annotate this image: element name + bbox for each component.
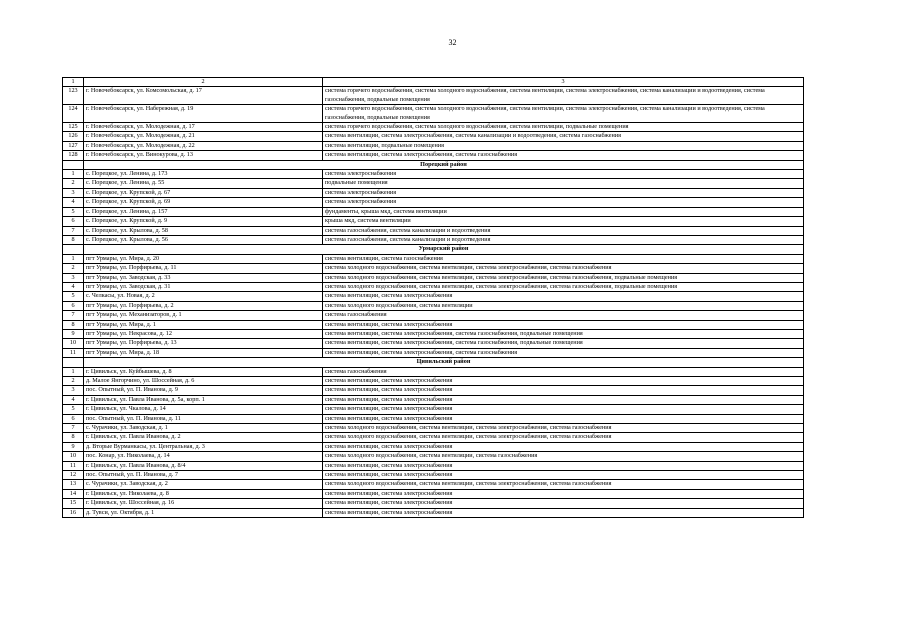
row-number-cell: 128 [63,151,84,160]
table-row [63,282,804,291]
systems-cell: система электроснабжения [323,188,804,197]
table-row [63,395,804,404]
systems-cell: система вентиляции, система электроснабжения [323,499,804,508]
row-number-cell: 11 [63,461,84,470]
systems-cell: система вентиляции, система электроснабжения [323,461,804,470]
address-cell: пгт Урмары, ул. Мира, д. 18 [84,348,323,357]
address-cell: г. Новочебоксарск, ул. Молодежная, д. 22 [84,141,323,150]
section-empty-cell [63,160,84,169]
register-table-body [63,78,804,518]
row-number-cell: 7 [63,424,84,433]
address-cell: пгт Урмары, ул. Порфирьева, д. 2 [84,301,323,310]
address-cell: пгт Урмары, ул. Заводская, д. 31 [84,282,323,291]
row-number-cell: 7 [63,311,84,320]
row-number-cell: 4 [63,395,84,404]
table-row [63,405,804,414]
address-cell: с. Порецкое, ул. Ленина, д. 55 [84,179,323,188]
row-number-cell: 7 [63,226,84,235]
table-row [63,367,804,376]
section-header-row [63,245,804,254]
address-cell: г. Цивильск, ул. Чкалова, д. 14 [84,405,323,414]
table-row [63,226,804,235]
table-row [63,424,804,433]
row-number-cell: 127 [63,141,84,150]
systems-cell: система вентиляции, система электроснабжения [323,442,804,451]
section-empty-cell [63,358,84,367]
table-row [63,329,804,338]
table-row [63,301,804,310]
row-number-cell: 5 [63,292,84,301]
row-number-cell: 6 [63,301,84,310]
row-number-cell: 3 [63,386,84,395]
table-row [63,489,804,498]
address-cell: д. Малое Янгорчино, ул. Шоссейная, д. 6 [84,377,323,386]
systems-cell: крыша мкд, система вентиляции [323,217,804,226]
systems-cell: система холодного водоснабжения, система вентиляции, система электроснабжения, система газоснабжения [323,424,804,433]
systems-cell: подвальные помещения [323,179,804,188]
address-cell: пгт Урмары, ул. Некрасова, д. 12 [84,329,323,338]
row-number-cell: 1 [63,254,84,263]
row-number-cell: 15 [63,499,84,508]
table-row [63,188,804,197]
address-cell: с. Челкасы, ул. Новая, д. 2 [84,292,323,301]
systems-cell: система горячего водоснабжения, система холодного водоснабжения, система вентиляции, система электроснабжения, система канализации и водоотведения, система газоснабжения, подвальные помещения [323,105,804,123]
table-row [63,207,804,216]
address-cell: с. Порецкое, ул. Крупской, д. 9 [84,217,323,226]
row-number-cell: 14 [63,489,84,498]
systems-cell: система вентиляции, система электроснабжения [323,377,804,386]
address-cell: пос. Конар, ул. Николаева, д. 14 [84,452,323,461]
table-row [63,452,804,461]
address-cell: г. Новочебоксарск, ул. Набережная, д. 19 [84,105,323,123]
table-row [63,198,804,207]
address-cell: пгт Урмары, ул. Заводская, д. 33 [84,273,323,282]
row-number-cell: 6 [63,414,84,423]
row-number-cell: 124 [63,105,84,123]
table-row [63,292,804,301]
systems-cell: система газоснабжения [323,367,804,376]
row-number-cell: 1 [63,170,84,179]
row-number-cell: 4 [63,282,84,291]
address-cell: пгт Урмары, ул. Механизаторов, д. 1 [84,311,323,320]
systems-cell: система электроснабжения [323,198,804,207]
address-cell: пос. Опытный, ул. П. Иванова, д. 7 [84,471,323,480]
column-header-2: 2 [84,78,323,87]
systems-cell: система холодного водоснабжения, система вентиляции, система электроснабжения, система газоснабжения, подвальные помещения [323,282,804,291]
table-row [63,87,804,105]
systems-cell: система вентиляции, система электроснабжения [323,471,804,480]
systems-cell: система вентиляции, система электроснабжения [323,395,804,404]
systems-cell: система вентиляции, система электроснабжения, система канализации и водоотведения, система газоснабжения [323,132,804,141]
table-row [63,179,804,188]
register-table [62,77,804,518]
address-cell: г. Новочебоксарск, ул. Винокурова, д. 13 [84,151,323,160]
row-number-cell: 11 [63,348,84,357]
section-title: Цивильский район [84,358,804,367]
systems-cell: система вентиляции, система электроснабжения [323,414,804,423]
table-row [63,433,804,442]
address-cell: пос. Опытный, ул. П. Иванова, д. 9 [84,386,323,395]
address-cell: г. Цивильск, ул. Павла Иванова, д. 8/4 [84,461,323,470]
table-row [63,442,804,451]
section-title: Урмарский район [84,245,804,254]
table-row [63,386,804,395]
systems-cell: система холодного водоснабжения, система вентиляции, система электроснабжения, система газоснабжения [323,433,804,442]
row-number-cell: 8 [63,433,84,442]
address-cell: г. Новочебоксарск, ул. Молодежная, д. 21 [84,132,323,141]
section-header-row [63,160,804,169]
table-row [63,480,804,489]
systems-cell: система вентиляции, система электроснабжения [323,386,804,395]
row-number-cell: 9 [63,442,84,451]
address-cell: с. Чурачики, ул. Заводская, д. 1 [84,424,323,433]
row-number-cell: 4 [63,198,84,207]
row-number-cell: 13 [63,480,84,489]
row-number-cell: 8 [63,320,84,329]
address-cell: с. Порецкое, ул. Ленина, д. 157 [84,207,323,216]
address-cell: с. Порецкое, ул. Крылова, д. 58 [84,226,323,235]
table-row [63,264,804,273]
systems-cell: система вентиляции, система электроснабжения [323,508,804,517]
systems-cell: система вентиляции, система электроснабжения [323,292,804,301]
row-number-cell: 5 [63,207,84,216]
address-cell: г. Цивильск, ул. Павла Иванова, д. 2 [84,433,323,442]
section-header-row [63,358,804,367]
row-number-cell: 125 [63,123,84,132]
table-row [63,414,804,423]
systems-cell: система вентиляции, система электроснабжения, система газоснабжения, подвальные помещения [323,339,804,348]
page-number: 32 [448,38,457,47]
table-row [63,170,804,179]
column-header-3: 3 [323,78,804,87]
address-cell: пгт Урмары, ул. Порфирьева, д. 11 [84,264,323,273]
table-row [63,132,804,141]
row-number-cell: 10 [63,339,84,348]
row-number-cell: 16 [63,508,84,517]
table-row [63,339,804,348]
row-number-cell: 126 [63,132,84,141]
address-cell: пгт Урмары, ул. Порфирьева, д. 13 [84,339,323,348]
address-cell: с. Порецкое, ул. Ленина, д. 173 [84,170,323,179]
systems-cell: система горячего водоснабжения, система холодного водоснабжения, система вентиляции, система электроснабжения, система канализации и водоотведения, система газоснабжения, подвальные помещения [323,87,804,105]
systems-cell: система электроснабжения [323,170,804,179]
systems-cell: система вентиляции, система электроснабжения [323,405,804,414]
table-row [63,377,804,386]
systems-cell: система вентиляции, система электроснабжения, система газоснабжения [323,151,804,160]
address-cell: г. Новочебоксарск, ул. Комсомольская, д. 17 [84,87,323,105]
row-number-cell: 1 [63,367,84,376]
systems-cell: фундаменты, крыша мкд, система вентиляции [323,207,804,216]
row-number-cell: 3 [63,273,84,282]
systems-cell: система вентиляции, система электроснабжения, система газоснабжения [323,348,804,357]
systems-cell: система холодного водоснабжения, система вентиляции [323,301,804,310]
row-number-cell: 10 [63,452,84,461]
table-row [63,508,804,517]
systems-cell: система горячего водоснабжения, система холодного водоснабжения, система вентиляции, подвальные помещения [323,123,804,132]
address-cell: с. Порецкое, ул. Крылова, д. 56 [84,235,323,244]
address-cell: г. Новочебоксарск, ул. Молодежная, д. 17 [84,123,323,132]
systems-cell: система газоснабжения, система канализации и водоотведения [323,226,804,235]
table-row [63,273,804,282]
table-row [63,471,804,480]
column-header-1: 1 [63,78,84,87]
table-row [63,499,804,508]
row-number-cell: 9 [63,329,84,338]
address-cell: д. Тувси, ул. Октября, д. 1 [84,508,323,517]
address-cell: д. Вторые Вурманкасы, ул. Центральная, д. 3 [84,442,323,451]
address-cell: с. Порецкое, ул. Крупской, д. 67 [84,188,323,197]
row-number-cell: 12 [63,471,84,480]
systems-cell: система холодного водоснабжения, система вентиляции, система электроснабжения, система газоснабжения, подвальные помещения [323,273,804,282]
systems-cell: система холодного водоснабжения, система вентиляции, система электроснабжения, система газоснабжения [323,264,804,273]
table-row [63,123,804,132]
address-cell: пгт Урмары, ул. Мира, д. 1 [84,320,323,329]
table-row [63,461,804,470]
table-row [63,311,804,320]
section-empty-cell [63,245,84,254]
table-row [63,217,804,226]
row-number-cell: 2 [63,179,84,188]
systems-cell: система вентиляции, подвальные помещения [323,141,804,150]
address-cell: с. Порецкое, ул. Крупской, д. 69 [84,198,323,207]
table-row [63,235,804,244]
row-number-cell: 6 [63,217,84,226]
table-row [63,348,804,357]
table-row [63,141,804,150]
row-number-cell: 5 [63,405,84,414]
address-cell: г. Цивильск, ул. Николаева, д. 8 [84,489,323,498]
systems-cell: система газоснабжения [323,311,804,320]
systems-cell: система вентиляции, система газоснабжения [323,254,804,263]
address-cell: пос. Опытный, ул. П. Иванова, д. 11 [84,414,323,423]
address-cell: пгт Урмары, ул. Мира, д. 20 [84,254,323,263]
systems-cell: система газоснабжения, система канализации и водоотведения [323,235,804,244]
column-number-row [63,78,804,87]
systems-cell: система холодного водоснабжения, система вентиляции, система электроснабжения, система газоснабжения [323,480,804,489]
systems-cell: система вентиляции, система электроснабжения [323,320,804,329]
address-cell: г. Цивильск, ул. Шоссейная, д. 16 [84,499,323,508]
row-number-cell: 2 [63,264,84,273]
table-row [63,320,804,329]
table-row [63,151,804,160]
row-number-cell: 123 [63,87,84,105]
row-number-cell: 8 [63,235,84,244]
row-number-cell: 2 [63,377,84,386]
row-number-cell: 3 [63,188,84,197]
address-cell: с. Чурачики, ул. Заводская, д. 2 [84,480,323,489]
systems-cell: система холодного водоснабжения, система вентиляции, система газоснабжения [323,452,804,461]
systems-cell: система вентиляции, система электроснабжения, система газоснабжения, подвальные помещения [323,329,804,338]
table-row [63,254,804,263]
address-cell: г. Цивильск, ул. Павла Иванова, д. 5а, корп. 1 [84,395,323,404]
section-title: Порецкий район [84,160,804,169]
address-cell: г. Цивильск, ул. Куйбышева, д. 8 [84,367,323,376]
systems-cell: система вентиляции, система электроснабжения [323,489,804,498]
table-row [63,105,804,123]
